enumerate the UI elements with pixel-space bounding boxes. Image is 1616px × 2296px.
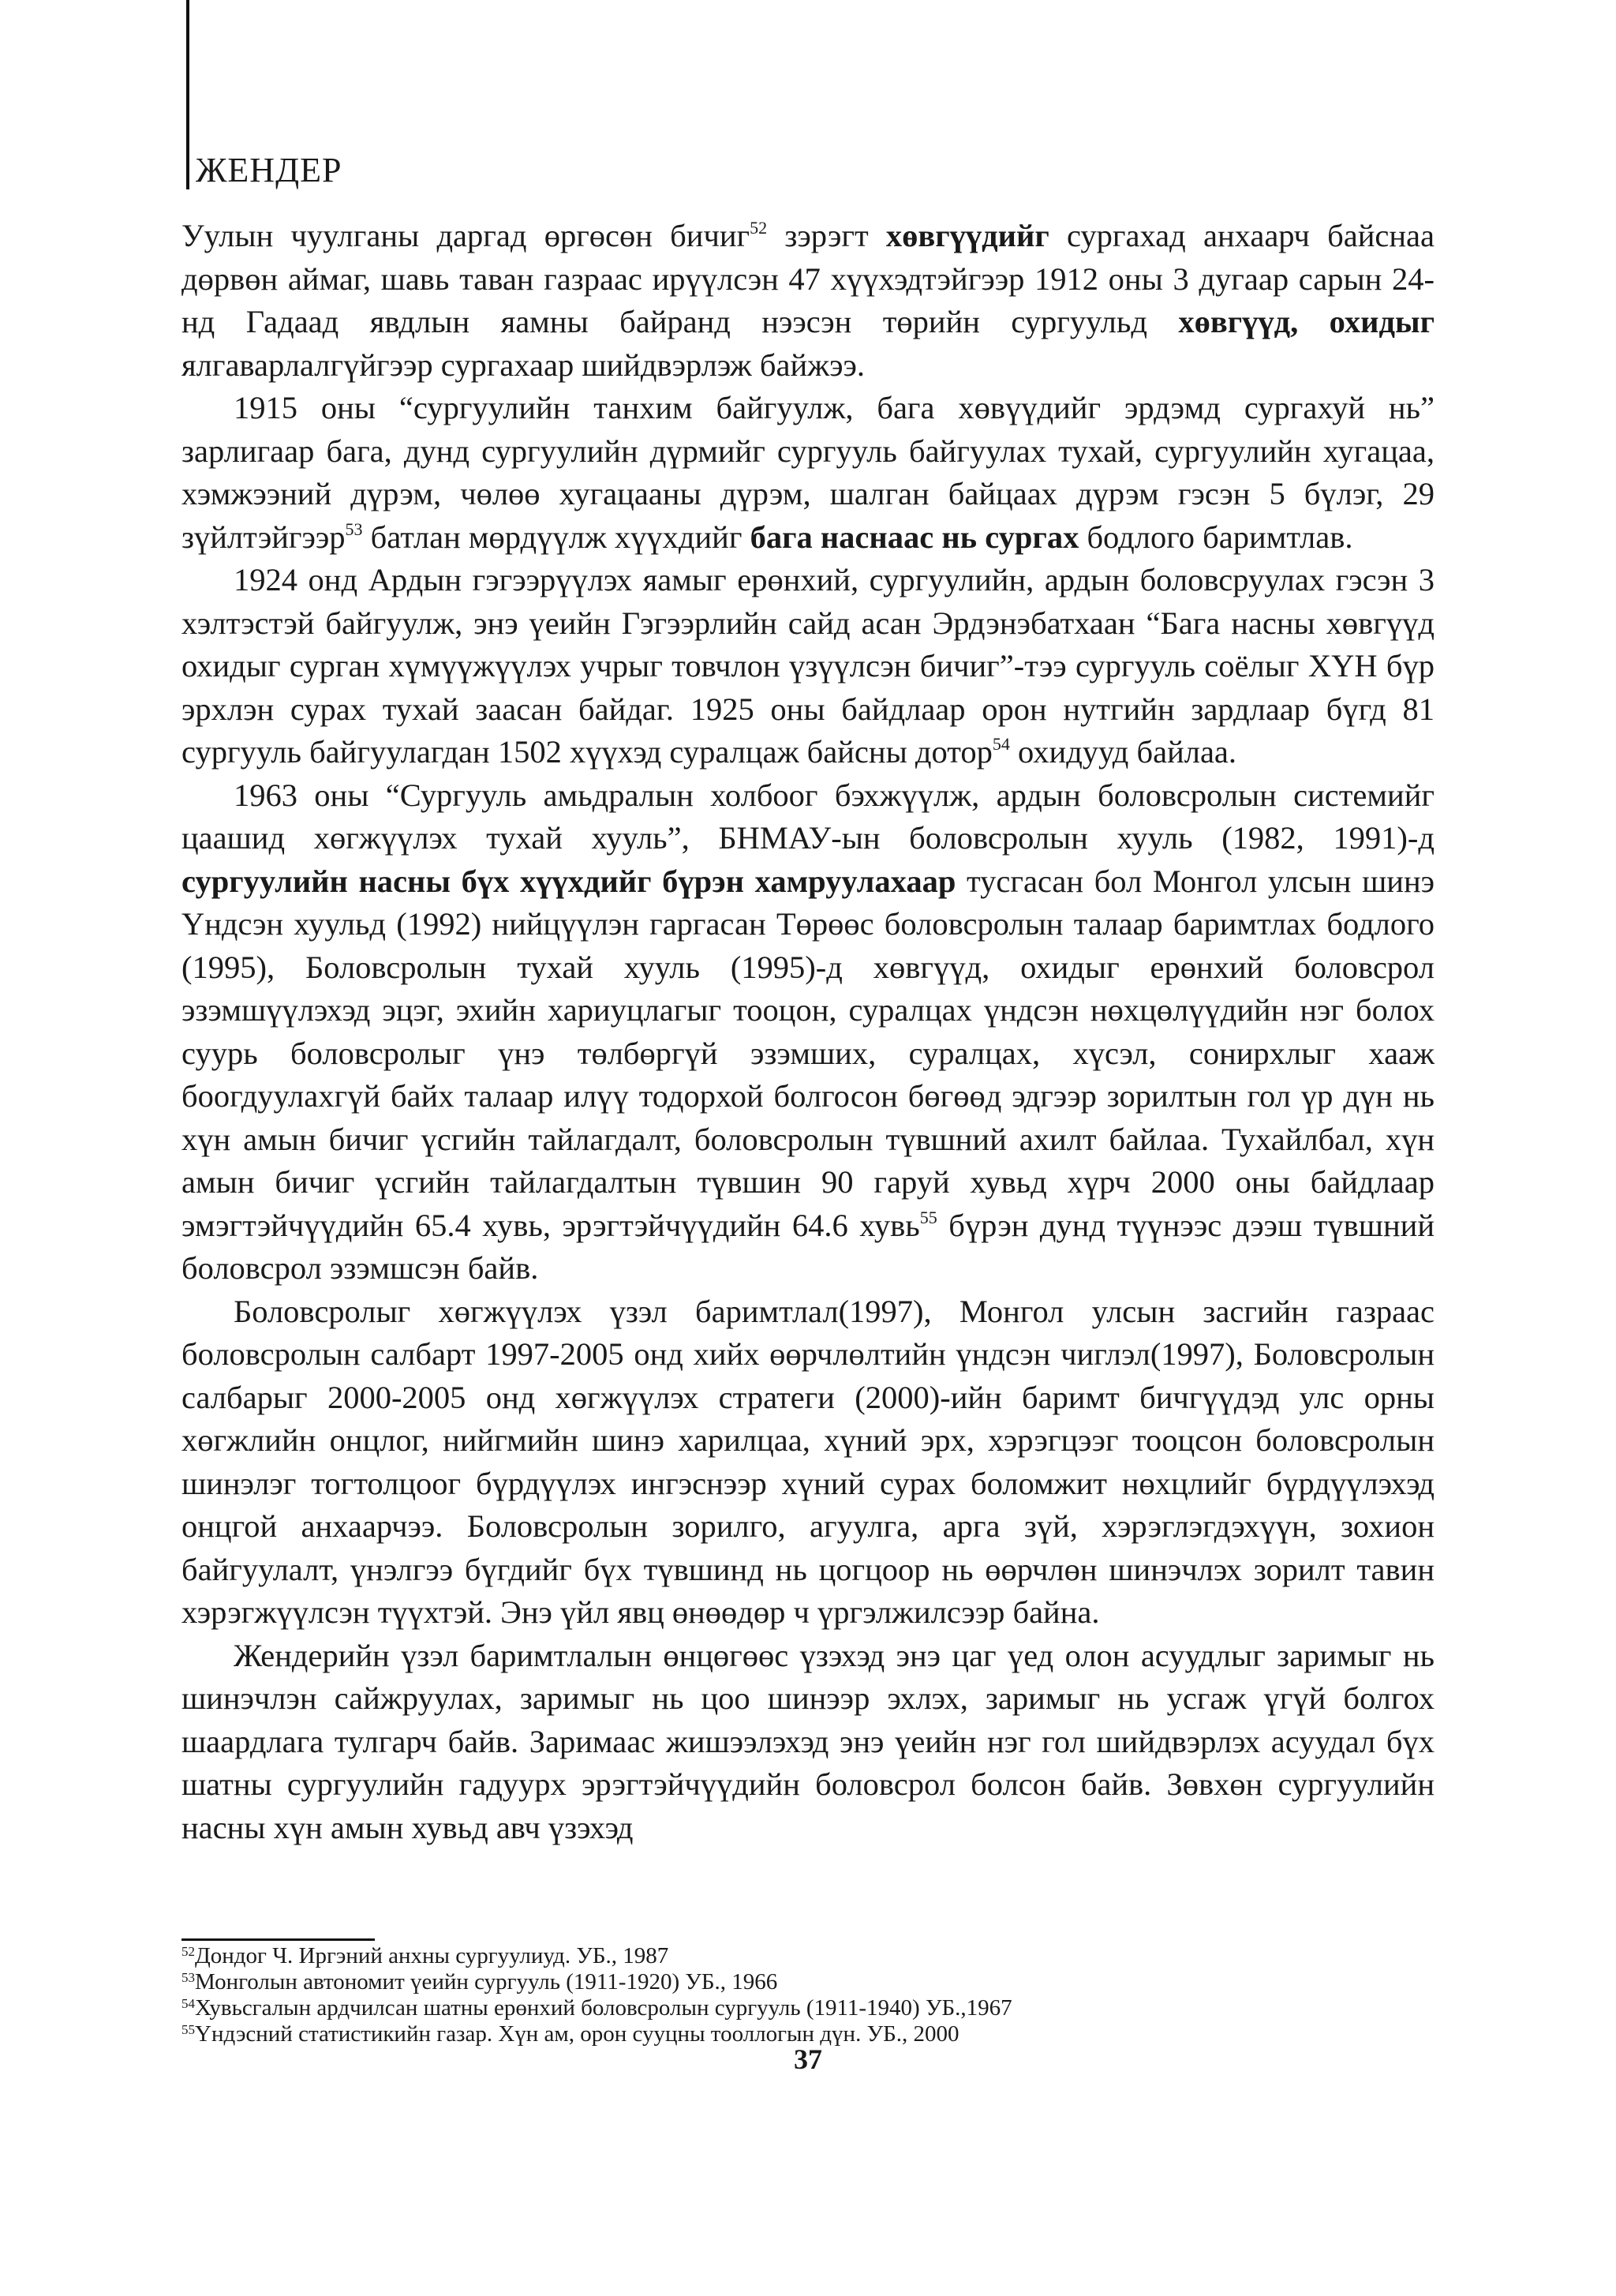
paragraph [181, 559, 1435, 774]
text-segment: бодлого баримтлав. [1079, 519, 1353, 555]
text-segment: Боловсролыг хөгжүүлэх үзэл баримтлал(1997), Монгол улсын засгийн газраас боловсролын салбарт 1997-2005 онд хийх өөрчлөлтийн үндсэн чиглэл(1997), Боловсролын салбарыг 2000-2005 онд хөгжүүлэх стратеги (2000)-ийн баримт бичгүүдэд улс орны хөгжлийн онцлог, нийгмийн шинэ харилцаа, хүний эрх, хэрэгцээг тооцсон боловсролын шинэлэг тогтолцоог бүрдүүлэх ингэснээр хүний сурах боломжит нөхцлийг бүрдүүлэхэд онцгой анхаарчээ. Боловсролын зорилго, агуулга, арга зүй, хэрэглэгдэхүүн, зохион байгуулалт, үнэлгээ бүгдийг бүх түвшинд нь цогцоор нь өөрчлөн шинэчлэх зорилт тавин хэрэгжүүлсэн түүхтэй. Энэ үйл явц өнөөдөр ч үргэлжилсээр байна. [181, 1293, 1435, 1630]
footnote-text: Хувьсгалын ардчилсан шатны ерөнхий боловсролын сургууль (1911-1940) УБ.,1967 [195, 1995, 1012, 2021]
footnote-text: Үндэсний статистикийн газар. Хүн ам, орон сууцны тооллогын дүн. УБ., 2000 [195, 2021, 960, 2047]
footnote-text: Дондог Ч. Иргэний анхны сургуулиуд. УБ., 1987 [195, 1943, 669, 1968]
footnote-number: 52 [181, 1944, 195, 1959]
text-segment: Уулын чуулганы даргад өргөсөн бичиг [181, 218, 750, 253]
text-segment: 1924 онд Ардын гэгээрүүлэх яамыг ерөнхий, сургуулийн, ардын боловсруулах гэсэн 3 хэлтэстэй байгуулж, энэ үеийн Гэгээрлийн сайд асан Эрдэнэбатхаан “Бага насны хөвгүүд охидыг сурган хүмүүжүүлэх учрыг товчлон үзүүлсэн бичиг”-тээ сургууль соёлыг ХҮН бүр эрхлэн сурах тухай заасан байдаг. 1925 оны байдлаар орон нутгийн зардлаар бүгд 81 сургууль байгуулагдан 1502 хүүхэд суралцаж байсны дотор [181, 562, 1435, 770]
footnote [181, 1995, 1435, 2021]
text-segment: зэрэгт [767, 218, 886, 253]
footnote [181, 1969, 1435, 1995]
text-segment: тусгасан бол Монгол улсын шинэ Үндсэн хуульд (1992) нийцүүлэн гаргасан Төрөөс боловсролын талаар баримтлах бодлого (1995), Боловсролын тухай хууль (1995)-д хөвгүүд, охидыг ерөнхий боловсрол эзэмшүүлэхэд эцэг, эхийн хариуцлагыг тооцон, суралцах үндсэн нөхцөлүүдийн нэг болох суурь боловсролыг үнэ төлбөргүй эзэмших, суралцах, хүсэл, сонирхлыг хааж боогдуулахгүй байх талаар илүү тодорхой болгосон бөгөөд эдгээр зорилтын гол үр дүн нь хүн амын бичиг үсгийн тайлагдалт, боловсролын түвшний ахилт байлаа. Тухайлбал, хүн амын бичиг үсгийн тайлагдалтын түвшин 90 гаруй хувьд хүрч 2000 оны байдлаар эмэгтэйчүүдийн 65.4 хувь, эрэгтэйчүүдийн 64.6 хувь [181, 863, 1435, 1243]
paragraph [181, 215, 1435, 387]
emphasized-text: хөвгүүдийг [885, 218, 1049, 253]
text-segment: 1963 оны “Сургууль амьдралын холбоог бэхжүүлж, ардын боловсролын системийг цаашид хөгжүүлэх тухай хууль”, БНМАУ-ын боловсролын хууль (1982, 1991)-д [181, 777, 1435, 856]
emphasized-text: сургуулийн насны бүх хүүхдийг бүрэн хамруулахаар [181, 863, 956, 899]
footnote-reference: 52 [750, 218, 768, 238]
footnotes [181, 1943, 1435, 2047]
footnote [181, 1943, 1435, 1969]
emphasized-text: бага наснаас нь сургах [750, 519, 1079, 555]
text-segment: 1915 оны “сургуулийн танхим байгуулж, бага хөвүүдийг эрдэмд сургахуй нь” зарлигаар бага, дунд сургуулийн дүрмийг сургууль байгуулах тухай, сургуулийн хугацаа, хэмжээний дүрэм, чөлөө хугацааны дүрэм, шалган байцаах дүрэм гэсэн 5 бүлэг, 29 зүйлтэйгээр [181, 390, 1435, 555]
emphasized-text: хөвгүүд, охидыг [1178, 304, 1435, 339]
header-rule [186, 0, 189, 189]
text-segment: ялгаварлалгүйгээр сургахаар шийдвэрлэж байжээ. [181, 346, 866, 383]
text-segment: Жендерийн үзэл баримтлалын өнцөгөөс үзэхэд энэ цаг үед олон асуудлыг заримыг нь шинэчлэн сайжруулах, заримыг нь цоо шинээр эхлэх, заримыг нь усгаж үгүй болгох шаардлага тулгарч байв. Заримаас жишээлэхэд энэ үеийн нэг гол шийдвэрлэх асуудал бүх шатны сургуулийн гадуурх эрэгтэйчүүдийн боловсрол болсон байв. Зөвхөн сургуулийн насны хүн амын хувьд авч үзэхэд [181, 1637, 1435, 1845]
page-number: 37 [794, 2043, 822, 2075]
paragraph [181, 1635, 1435, 1850]
paragraph [181, 774, 1435, 1290]
footnote-number: 55 [181, 2022, 195, 2037]
footnote-separator [181, 1938, 375, 1941]
running-header-title: ЖЕНДЕР [196, 151, 342, 189]
paragraph [181, 1290, 1435, 1635]
body-text [181, 215, 1435, 1849]
paragraph [181, 387, 1435, 559]
footnote-number: 53 [181, 1970, 195, 1985]
text-segment: охидууд байлаа. [1009, 734, 1237, 770]
text-segment: бүрэн дунд түүнээс дээш түвшний боловсрол эзэмшсэн байв. [181, 1207, 1435, 1286]
footnote-reference: 53 [345, 519, 363, 539]
footnote-reference: 54 [992, 734, 1010, 754]
footnote-text: Монголын автономит үеийн сургууль (1911-1920) УБ., 1966 [195, 1969, 778, 1994]
footnote-number: 54 [181, 1996, 195, 2011]
text-segment: сургахад анхаарч байснаа дөрвөн аймаг, шавь таван газраас ирүүлсэн 47 хүүхэдтэйгээр 1912 оны 3 дугаар сарын 24-нд Гадаад явдлын яамны байранд нээсэн төрийн сургуульд [181, 218, 1435, 339]
text-segment: батлан мөрдүүлж хүүхдийг [362, 519, 750, 555]
footnote-reference: 55 [919, 1207, 937, 1227]
